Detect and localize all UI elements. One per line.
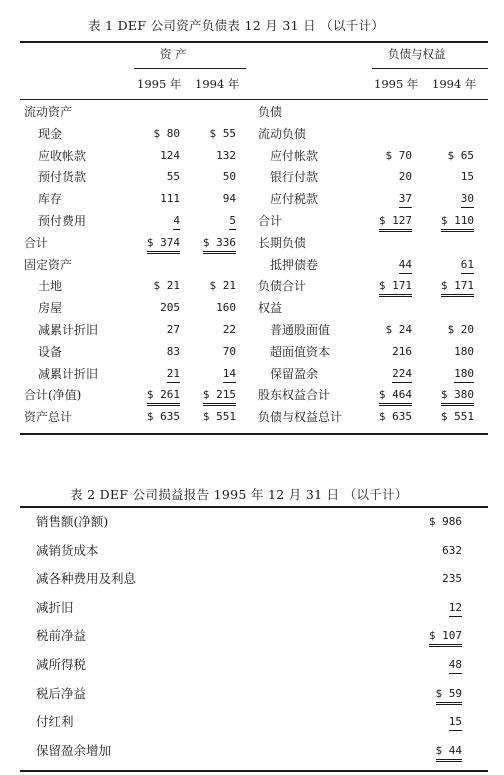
asset-value-1995: 21: [167, 366, 180, 383]
liab-value-1994: $ 171: [441, 278, 474, 297]
liab-value-1995: $ 171: [379, 278, 412, 297]
liab-row-label: 股东权益合计: [258, 388, 331, 403]
liab-value-1995: 20: [398, 170, 412, 184]
asset-value-1995: 124: [160, 148, 180, 162]
liab-row-label: 普通股面值: [270, 323, 331, 337]
liab-value-1995: 216: [392, 344, 412, 358]
asset-value-1995: $ 374: [147, 235, 180, 254]
liab-row-label: 合计: [258, 214, 283, 228]
asset-value-1995: 55: [166, 170, 180, 184]
liab-header-rule: [372, 68, 488, 69]
liab-row-label: 负债与权益总计: [258, 410, 343, 425]
income-row-value: 48: [449, 657, 462, 674]
liab-row-label: 银行付款: [270, 170, 319, 185]
asset-value-1994: 50: [222, 170, 236, 184]
asset-row-label: 预付货款: [38, 170, 87, 185]
liab-value-1994: $ 20: [447, 323, 474, 336]
asset-row-label: 应收帐款: [38, 148, 87, 163]
asset-value-1995: $ 635: [146, 410, 180, 424]
table2-title: 表 2 DEF 公司损益报告 1995 年 12 月 31 日 （以千计）: [70, 487, 408, 502]
liab-row-label: 抵押债卷: [270, 257, 319, 272]
liab-row-label: 保留盈余: [270, 366, 319, 381]
assets-header-rule: [134, 68, 246, 69]
liab-row-label: 应付帐款: [270, 148, 319, 163]
asset-row-label: 资产总计: [24, 410, 73, 425]
income-row-label: 减所得税: [36, 657, 87, 672]
table2-bottom-rule: [20, 770, 488, 772]
income-row-value: $ 44: [436, 743, 463, 762]
income-row-label: 减各种费用及利息: [36, 571, 137, 587]
asset-row-label: 预付费用: [38, 214, 87, 228]
asset-row-label: 现金: [38, 126, 63, 141]
table1-top-rule: [20, 41, 488, 43]
liab-value-1994: 180: [454, 344, 474, 358]
liab-year-1994: 1994 年: [432, 77, 477, 91]
income-row-label: 税后净益: [36, 685, 87, 701]
asset-value-1994: $ 551: [202, 410, 236, 424]
asset-value-1994: 160: [216, 301, 236, 315]
asset-value-1994: 94: [222, 192, 236, 206]
asset-value-1994: $ 336: [203, 235, 236, 254]
liab-value-1994: 61: [461, 257, 474, 274]
assets-header: 资 产: [160, 47, 187, 61]
assets-year-1994: 1994 年: [195, 77, 240, 91]
income-row-label: 付红利: [36, 714, 74, 730]
table1-title: 表 1 DEF 公司资产负债表 12 月 31 日 （以千计）: [88, 18, 385, 33]
income-row-value: $ 59: [436, 686, 463, 705]
table1-bottom-rule: [20, 433, 488, 435]
income-row-value: $ 986: [428, 515, 462, 528]
asset-row-label: 房屋: [38, 301, 63, 316]
asset-value-1994: 70: [222, 344, 236, 358]
liab-value-1994: $ 65: [447, 148, 474, 162]
liab-value-1994: $ 110: [441, 213, 474, 232]
liab-value-1994: 180: [454, 366, 474, 383]
income-row-label: 税前净益: [36, 628, 87, 644]
liab-value-1995: 44: [399, 257, 412, 274]
asset-row-label: 流动资产: [24, 105, 73, 119]
asset-row-label: 合计(净值): [24, 388, 82, 403]
income-row-label: 销售额(净额): [36, 514, 109, 529]
liab-value-1994: 15: [460, 170, 474, 184]
asset-value-1994: 132: [216, 148, 236, 162]
table2-top-rule: [20, 506, 488, 508]
liab-value-1994: 30: [461, 191, 474, 208]
liab-row-label: 权益: [258, 301, 283, 316]
income-row-label: 保留盈余增加: [36, 742, 112, 758]
liab-row-label: 应付税款: [270, 192, 319, 207]
liab-row-label: 负债: [258, 105, 283, 119]
asset-value-1995: 83: [166, 344, 180, 358]
income-row-value: 12: [449, 600, 462, 617]
liab-row-label: 长期负债: [258, 235, 307, 250]
income-row-value: 235: [442, 572, 462, 586]
income-row-value: 15: [449, 714, 462, 731]
asset-row-label: 设备: [38, 344, 63, 359]
liabilities-equity-header: 负债与权益: [388, 47, 446, 61]
liab-row-label: 超面值资本: [270, 344, 331, 359]
liab-year-1995: 1995 年: [374, 77, 419, 91]
income-row-label: 减折旧: [36, 599, 74, 615]
income-row-value: 632: [442, 543, 462, 557]
asset-row-label: 合计: [24, 235, 49, 250]
asset-value-1995: 205: [160, 301, 180, 315]
asset-value-1994: $ 215: [203, 387, 236, 406]
asset-row-label: 减累计折旧: [38, 366, 99, 381]
liab-row-label: 负债合计: [258, 279, 307, 294]
income-row-label: 减销货成本: [36, 542, 99, 558]
liab-value-1994: $ 380: [441, 387, 474, 406]
liab-value-1995: $ 464: [379, 387, 412, 406]
asset-value-1994: 14: [223, 366, 236, 383]
income-row-value: $ 107: [429, 628, 462, 647]
asset-value-1994: 22: [222, 323, 236, 336]
liab-value-1995: $ 70: [385, 148, 412, 162]
asset-row-label: 固定资产: [24, 257, 73, 272]
asset-row-label: 库存: [38, 192, 63, 207]
asset-value-1995: 111: [160, 192, 180, 206]
asset-value-1995: $ 21: [153, 279, 180, 293]
asset-value-1994: 5: [229, 213, 236, 230]
asset-value-1995: $ 261: [147, 387, 180, 406]
liab-value-1995: 37: [399, 191, 412, 208]
liab-value-1994: $ 551: [440, 410, 474, 424]
table1-header-bottom-rule: [20, 99, 488, 100]
assets-year-1995: 1995 年: [137, 77, 182, 91]
liab-value-1995: 224: [392, 366, 412, 383]
asset-value-1995: 4: [173, 213, 180, 230]
asset-row-label: 减累计折旧: [38, 323, 99, 337]
asset-row-label: 土地: [38, 279, 63, 294]
asset-value-1995: 27: [166, 323, 180, 336]
asset-value-1995: $ 80: [153, 126, 180, 140]
liab-value-1995: $ 24: [385, 323, 412, 336]
liab-value-1995: $ 127: [379, 213, 412, 232]
asset-value-1994: $ 21: [209, 279, 236, 293]
asset-value-1994: $ 55: [209, 126, 236, 140]
liab-row-label: 流动负债: [258, 126, 307, 141]
liab-value-1995: $ 635: [378, 410, 412, 424]
